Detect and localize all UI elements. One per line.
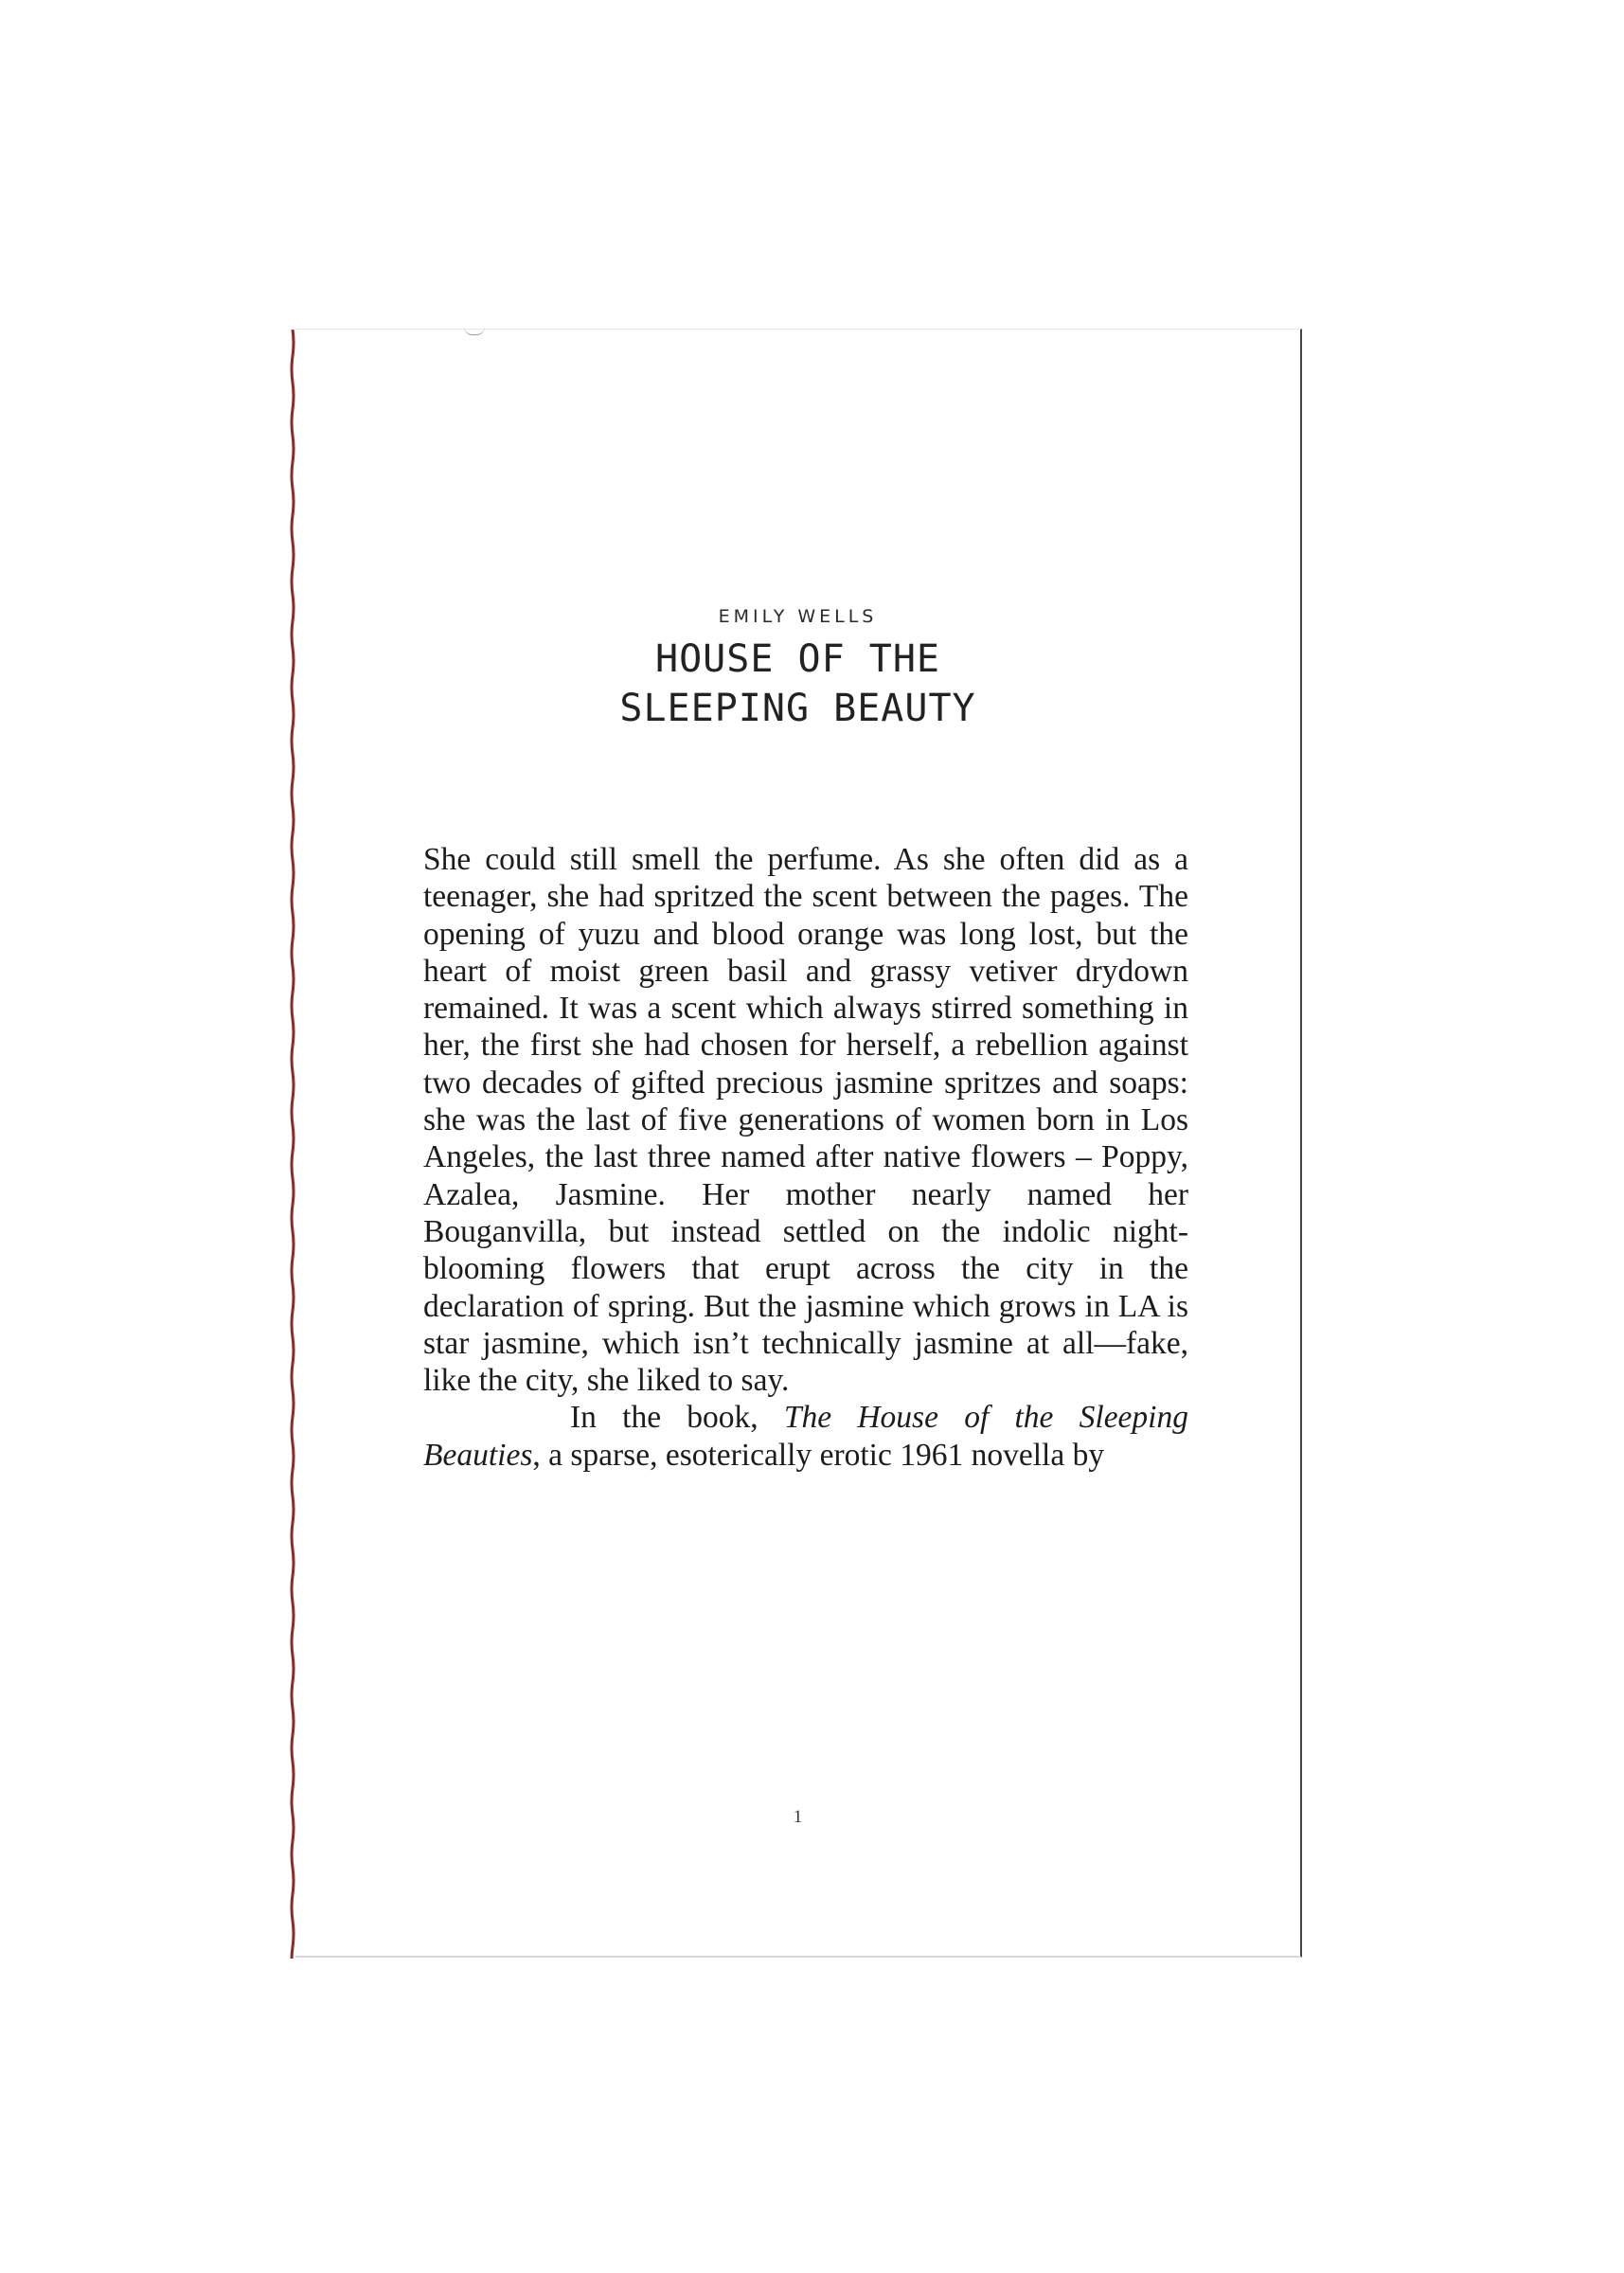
body-text [423, 841, 1188, 1474]
paragraph-1: She could still smell the perfume. As she often did as a teenager, she had spritzed the scent between the pages. The opening of yuzu and blood orange was long lost, but the heart of moist green basil and grassy vetiver drydown remained. It was a scent which always stirred something in her, the first she had chosen for herself, a rebellion against two decades of gifted precious jasmine spritzes and soaps: she was the last of five generations of women born in Los Angeles, the last three named after native flowers – Poppy, Azalea, Jasmine. Her mother nearly named her Bouganvilla, but instead settled on the indolic night-blooming flowers that erupt across the city in the declaration of spring. But the jasmine which grows in LA is star jasmine, which isn’t technically jasmine at all—fake, like the city, she liked to say. [423, 842, 1188, 1399]
paragraph-2 [423, 1399, 1188, 1474]
book-title: The House of the Sleeping Beauties [423, 1400, 1188, 1473]
story-title [295, 635, 1300, 733]
story-title-line-1: HOUSE OF THE [655, 637, 940, 681]
page-number: 1 [793, 1807, 803, 1827]
paragraph-2-rest: , a sparse, esoterically erotic 1961 novella by [532, 1437, 1105, 1473]
story-title-line-2: SLEEPING BEAUTY [619, 687, 976, 730]
paragraph-2-lead: In the book, [570, 1400, 784, 1436]
book-page [295, 329, 1302, 1958]
paper-mark [464, 327, 485, 335]
binding-thread [288, 330, 297, 1959]
author-name: EMILY WELLS [718, 606, 878, 627]
